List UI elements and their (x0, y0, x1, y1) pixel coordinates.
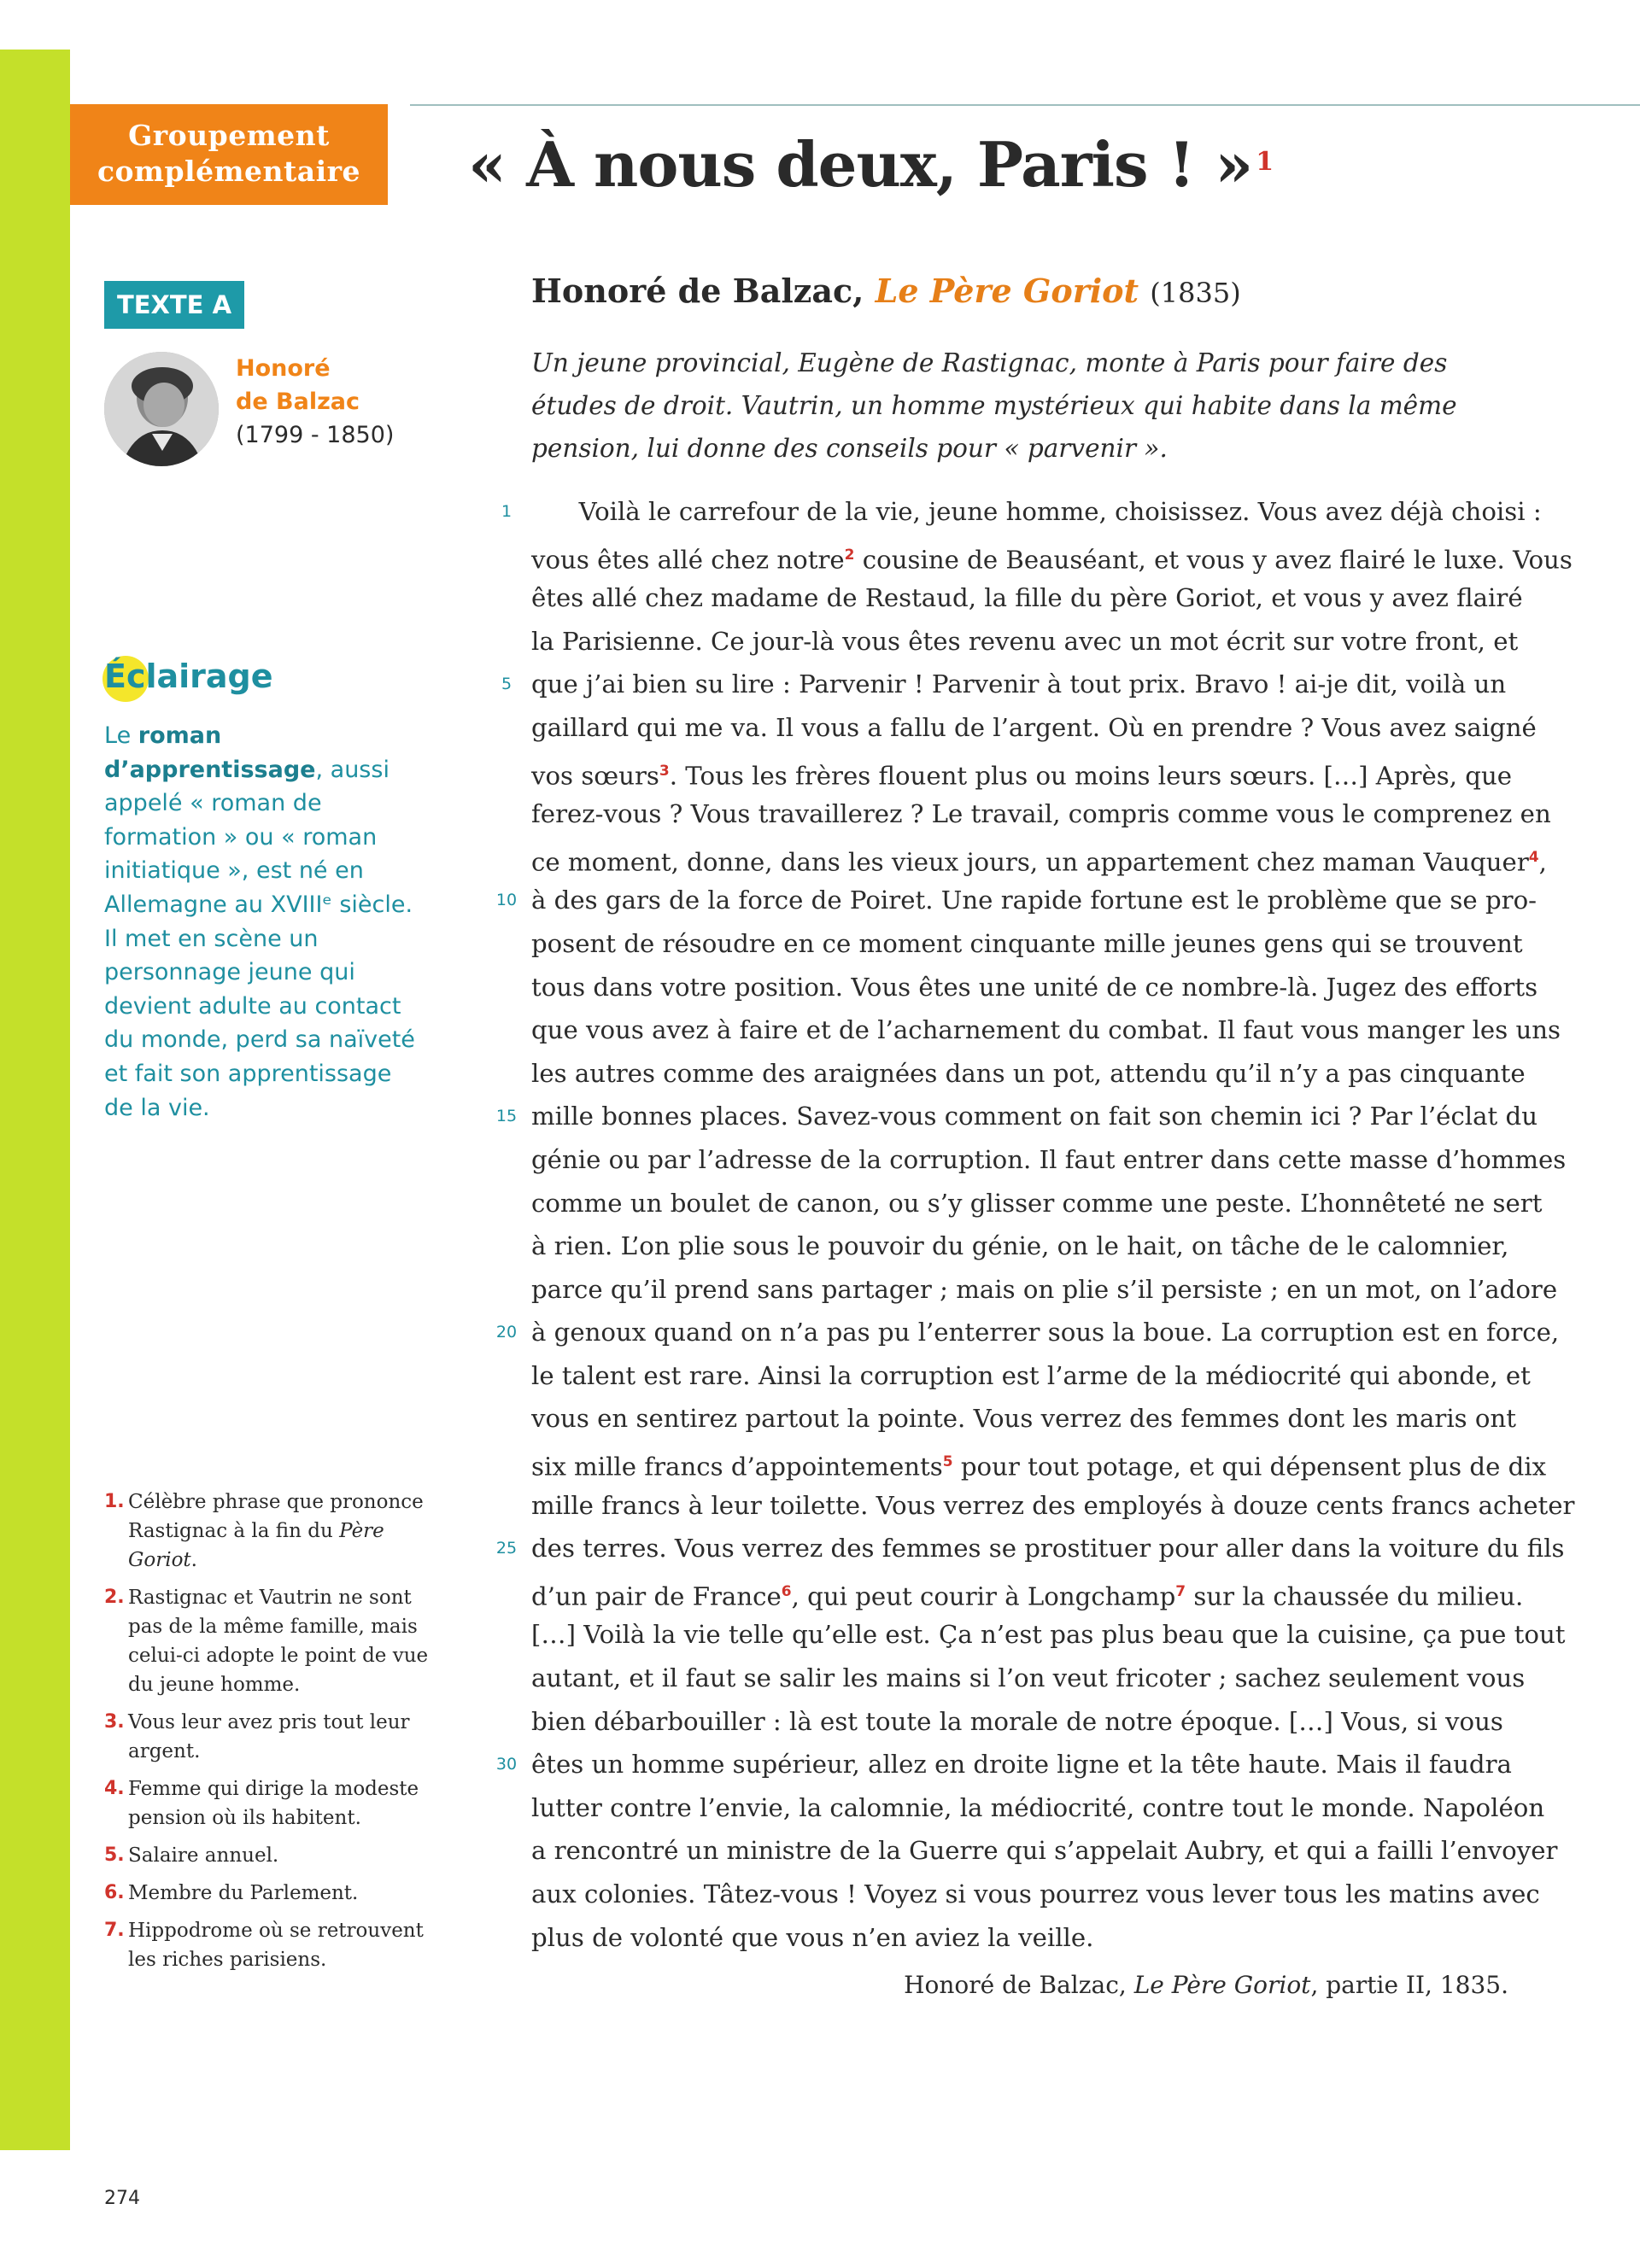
texte-badge: TEXTE A (104, 281, 244, 329)
footnote-number: 3. (104, 1711, 125, 1733)
passage-text: , (1538, 847, 1547, 877)
work-year: (1835) (1150, 277, 1241, 309)
footnote-text: Vous leur avez pris tout leur argent. (128, 1711, 410, 1762)
passage-line (531, 1008, 1561, 1052)
footnote-italic: Père Goriot (128, 1520, 384, 1571)
passage-text: a rencontré un ministre de la Guerre qui s’appelait Aubry, et qui a failli l’envoyer (531, 1836, 1558, 1866)
author-portrait (104, 352, 219, 466)
source-after: , partie II, 1835. (1310, 1971, 1508, 1999)
work-title: Le Père Goriot (875, 272, 1139, 310)
work-author: Honoré de Balzac, (531, 272, 864, 310)
work-heading (531, 272, 1241, 310)
passage-line (531, 1700, 1514, 1744)
title-note-ref: 1 (1256, 147, 1274, 177)
footnote-text: Hippodrome où se retrouvent les riches parisiens. (128, 1920, 424, 1971)
passage-text: vos sœurs (531, 761, 659, 791)
author-last-name: de Balzac (236, 389, 360, 415)
eclairage-text (104, 719, 420, 1125)
footnote (104, 1916, 429, 1974)
passage-line (531, 1657, 1526, 1700)
passage-text: pour tout potage, et qui dépensent plus de dix (952, 1452, 1547, 1482)
passage-text: que vous avez à faire et de l’acharnement du combat. Il faut vous manger les uns (531, 1015, 1561, 1045)
passage-text: posent de résoudre en ce moment cinquante mille jeunes gens qui se trouvent (531, 928, 1523, 958)
note-ref: 5 (942, 1453, 953, 1471)
footnote-text: Femme qui dirige la modeste pension où ils habitent. (128, 1778, 419, 1829)
author-first-name: Honoré (236, 355, 331, 382)
line-number: 30 (495, 1755, 518, 1774)
passage-text: […] Voilà la vie telle qu’elle est. Ça n’est pas plus beau que la cuisine, ça pue tout (531, 1620, 1566, 1650)
page-margin-band (0, 50, 70, 2150)
passage-text: Voilà le carrefour de la vie, jeune homme, choisissez. Vous avez déjà choisi : (531, 497, 1542, 526)
note-ref: 2 (844, 546, 855, 564)
passage-text: les autres comme des araignées dans un pot, attendu qu’il n’y a pas cinquante (531, 1058, 1526, 1088)
passage-line (531, 1570, 1524, 1614)
footnote-text: Salaire annuel. (128, 1844, 279, 1867)
passage-line (531, 1225, 1514, 1268)
passage-text: aux colonies. Tâtez-vous ! Voyez si vous pourrez vous lever tous les matins avec (531, 1879, 1540, 1909)
passage-text: ferez-vous ? Vous travaillerez ? Le travail, compris comme vous le comprenez en (531, 799, 1551, 829)
passage-line (501, 663, 1514, 706)
passage-text: parce qu’il prend sans partager ; mais on plie s’il persiste ; en un mot, on l’adore (531, 1274, 1558, 1304)
passage-text: comme un boulet de canon, ou s’y glisser comme une peste. L’honnêteté ne sert (531, 1188, 1543, 1218)
passage-line (531, 750, 1514, 793)
passage-line (531, 1268, 1558, 1312)
footnote (104, 1583, 429, 1699)
passage-text: vous en sentirez partout la pointe. Vous verrez des femmes dont les maris ont (531, 1404, 1517, 1434)
footnote (104, 1879, 429, 1908)
author-info (236, 352, 394, 452)
line-number: 25 (495, 1539, 518, 1558)
page-title (468, 128, 1273, 201)
passage-text: bien débarbouiller : là est toute la morale de notre époque. […] Vous, si vous (531, 1706, 1503, 1736)
footnote-number: 7. (104, 1920, 125, 1941)
footnote-number: 1. (104, 1491, 125, 1512)
passage-line (531, 1397, 1517, 1441)
passage-line (495, 1311, 1560, 1354)
passage-text: mille francs à leur toilette. Vous verrez des employés à douze cents francs acheter (531, 1490, 1575, 1520)
passage-text: mille bonnes places. Savez-vous comment on fait son chemin ici ? Par l’éclat du (531, 1102, 1538, 1131)
passage-text: des terres. Vous verrez des femmes se prostituer pour aller dans la voiture du fils (531, 1534, 1565, 1564)
footnote-number: 5. (104, 1844, 125, 1866)
passage-line (501, 490, 1542, 534)
eclairage-lead: Le (104, 722, 132, 749)
passage-line (495, 1095, 1538, 1138)
footnote (104, 1708, 429, 1766)
passage-line (495, 879, 1538, 922)
note-ref: 6 (781, 1582, 792, 1600)
footnote (104, 1841, 429, 1870)
passage-text: autant, et il faut se salir les mains si l’on veut fricoter ; sachez seulement vous (531, 1663, 1526, 1693)
passage-text: la Parisienne. Ce jour-là vous êtes revenu avec un mot écrit sur votre front, et (531, 626, 1519, 656)
passage-line (531, 1916, 1514, 1960)
passage-line (531, 1354, 1531, 1398)
passage-text: tous dans votre position. Vous êtes une unité de ce nombre-là. Jugez des efforts (531, 972, 1538, 1002)
passage-text: à genoux quand on n’a pas pu l’enterrer sous la boue. La corruption est en force, (531, 1318, 1560, 1347)
passage-line (531, 534, 1573, 577)
note-ref: 4 (1528, 848, 1539, 866)
passage-line (531, 1786, 1545, 1830)
source-title: Le Père Goriot (1133, 1971, 1311, 1999)
source-before: Honoré de Balzac, (904, 1971, 1134, 1999)
passage-line (531, 1138, 1567, 1182)
line-number: 1 (501, 502, 512, 521)
passage-line (531, 1182, 1543, 1225)
passage-line (531, 620, 1519, 663)
passage-line (495, 1527, 1565, 1570)
footnote-number: 4. (104, 1778, 125, 1799)
section-label (70, 104, 388, 205)
passage-text: , qui peut courir à Longchamp (791, 1581, 1176, 1611)
note-ref: 7 (1175, 1582, 1186, 1600)
header-rule (410, 104, 1640, 106)
passage-line (531, 1441, 1547, 1484)
line-number: 15 (495, 1107, 518, 1126)
passage (495, 490, 1575, 1959)
note-ref: 3 (659, 762, 670, 780)
page-number: 274 (104, 2188, 140, 2209)
passage-text: cousine de Beauséant, et vous y avez flairé le luxe. Vous (854, 545, 1573, 575)
eclairage-keyword: roman d’apprentissage (104, 722, 316, 783)
footnote (104, 1774, 429, 1833)
portrait-image (104, 352, 219, 466)
passage-text: à des gars de la force de Poiret. Une rapide fortune est le problème que se pro- (531, 886, 1538, 915)
passage-line (531, 1613, 1566, 1657)
passage-line (531, 1873, 1540, 1916)
passage-text: six mille francs d’appointements (531, 1452, 943, 1482)
line-number: 5 (501, 675, 512, 694)
passage-line (531, 966, 1538, 1009)
author-dates: (1799 - 1850) (236, 422, 395, 448)
passage-line (531, 1484, 1575, 1528)
passage-text: le talent est rare. Ainsi la corruption est l’arme de la médiocrité qui abonde, et (531, 1360, 1531, 1390)
passage-text: à rien. L’on plie sous le pouvoir du génie, on le hait, on tâche de le calomnier, (531, 1231, 1509, 1261)
footnote-after: . (190, 1549, 197, 1571)
footnote (104, 1488, 429, 1575)
eclairage-title: Éclairage (104, 658, 273, 695)
passage-line (531, 706, 1537, 750)
eclairage-body: , aussi appelé « roman de formation » ou « roman initiatique », est né en Allemagne au XVIIIᵉ siècle. Il met en scène un personnage jeune qui devient adulte au contact du monde, perd sa naïveté et fait son apprentissage de la vie. (104, 756, 415, 1121)
intro-text: Un jeune provincial, Eugène de Rastignac, monte à Paris pour faire des études de droit. Vautrin, un homme mystérieux qui habite dans la même pension, lui donne des conseils pour « parvenir ». (531, 348, 1457, 463)
passage-line (531, 576, 1523, 620)
footnote-number: 2. (104, 1587, 125, 1608)
passage-text: d’un pair de France (531, 1581, 782, 1611)
passage-text: êtes un homme supérieur, allez en droite ligne et la tête haute. Mais il faudra (531, 1750, 1512, 1780)
line-number: 10 (495, 891, 518, 910)
passage-line (531, 1052, 1526, 1096)
passage-line (531, 792, 1551, 836)
passage-text: ce moment, donne, dans les vieux jours, un appartement chez maman Vauquer (531, 847, 1529, 877)
source-citation (904, 1971, 1508, 1999)
footnotes (104, 1488, 429, 1983)
passage-text: plus de volonté que vous n’en aviez la veille. (531, 1922, 1094, 1952)
footnote-text: Célèbre phrase que prononce Rastignac à la fin du (128, 1491, 424, 1542)
passage-text: gaillard qui me va. Il vous a fallu de l’argent. Où en prendre ? Vous avez saigné (531, 712, 1537, 742)
passage-text: . Tous les frères flouent plus ou moins leurs sœurs. […] Après, que (669, 761, 1513, 791)
passage-text: êtes allé chez madame de Restaud, la fille du père Goriot, et vous y avez flairé (531, 583, 1523, 613)
passage-text: que j’ai bien su lire : Parvenir ! Parvenir à tout prix. Bravo ! ai-je dit, voilà un (531, 669, 1507, 699)
footnote-text: Rastignac et Vautrin ne sont pas de la même famille, mais celui-ci adopte le point de vue du jeune homme. (128, 1587, 429, 1696)
passage-line (495, 1743, 1514, 1786)
page-title-text: « À nous deux, Paris ! » (468, 128, 1253, 201)
passage-line (531, 836, 1547, 880)
section-label-line1: Groupement (128, 119, 330, 152)
passage-text: sur la chaussée du milieu. (1186, 1581, 1524, 1611)
section-label-line2: complémentaire (97, 155, 361, 188)
footnote-number: 6. (104, 1882, 125, 1903)
passage-text: lutter contre l’envie, la calomnie, la médiocrité, contre tout le monde. Napoléon (531, 1792, 1545, 1822)
passage-line (531, 922, 1523, 966)
passage-text: vous êtes allé chez notre (531, 545, 845, 575)
line-number: 20 (495, 1323, 518, 1342)
passage-text: génie ou par l’adresse de la corruption. Il faut entrer dans cette masse d’hommes (531, 1144, 1567, 1174)
passage-line (531, 1829, 1558, 1873)
footnote-text: Membre du Parlement. (128, 1882, 359, 1904)
